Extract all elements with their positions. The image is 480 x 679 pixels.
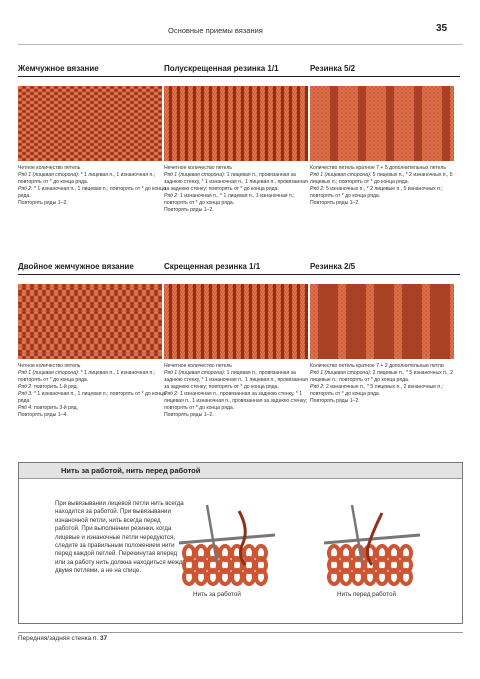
instruction-line: [310, 398, 460, 405]
stitch-title: Жемчужное вязание: [18, 64, 168, 77]
stitch-title: Двойное жемчужное вязание: [18, 262, 168, 275]
knit-swatch-image: [18, 284, 162, 359]
row-text: 5 изнаночных п., * 2 лицевые п., 5 изнаночных п.; повторять от * до конца ряда.: [310, 186, 443, 199]
instruction-line: [164, 165, 314, 172]
row-text: Нечетное количество петель: [164, 165, 232, 171]
row-text: Повторять ряды 1–2.: [18, 200, 68, 206]
row-text: Повторять ряды 1–2.: [310, 200, 360, 206]
tip-panel: [18, 462, 463, 624]
row-label: Ряд 1 (лицевая сторона):: [164, 370, 226, 376]
row-text: 1 лицевая п., провязанная за заднюю стенку, * 1 изнаночная п., 1 лицевая п., провязанная за заднюю стенку; повторять от * до конца ряда.: [164, 172, 308, 192]
instruction-line: [164, 193, 314, 207]
footer-text: Передняя/задняя стенка п.: [18, 635, 99, 642]
page-number: 35: [436, 23, 448, 34]
row-label: Ряд 2:: [18, 186, 33, 192]
footer-page-ref: 37: [99, 635, 108, 642]
instruction-line: [310, 165, 460, 172]
stitch-title: Скрещенная резинка 1/1: [164, 262, 314, 275]
yarn-back-illustration: [177, 503, 277, 593]
row-label: Ряд 4:: [18, 405, 33, 411]
instruction-line: [18, 200, 168, 207]
stitch-card: [310, 64, 460, 207]
stitch-instructions: [18, 165, 168, 207]
instruction-line: [164, 412, 314, 419]
footer: [18, 632, 463, 642]
row-text: Повторять ряды 1–4.: [18, 412, 68, 418]
instruction-line: [18, 172, 168, 186]
instruction-line: [310, 186, 460, 200]
instruction-line: [18, 370, 168, 384]
row-text: * 1 изнаночная п., 1 лицевая п.; повторять от * до конца ряда.: [18, 391, 166, 404]
knit-swatch-image: [18, 86, 162, 161]
row-text: * 1 изнаночная п., 1 лицевая п.; повторять от * до конца ряда.: [18, 186, 166, 199]
row-label: Ряд 3:: [18, 391, 33, 397]
row-label: Ряд 1 (лицевая сторона):: [18, 370, 80, 376]
row-text: Повторять ряды 1–2.: [164, 412, 214, 418]
stitch-instructions: [310, 363, 460, 405]
stitch-instructions: [164, 363, 314, 419]
stitch-instructions: [310, 165, 460, 207]
row-text: повторить 3-й ряд.: [33, 405, 79, 411]
yarn-front-illustration: [322, 503, 422, 593]
instruction-line: [164, 391, 314, 412]
instruction-line: [164, 370, 314, 391]
instruction-line: [310, 384, 460, 398]
instruction-line: [164, 363, 314, 370]
row-text: 2 изнаночные п., * 5 лицевых п., 2 изнаночные п.; повторять от * до конца ряда.: [310, 384, 444, 397]
row-label: Ряд 1 (лицевая сторона):: [164, 172, 226, 178]
stitch-instructions: [164, 165, 314, 214]
stitch-title: Резинка 5/2: [310, 64, 460, 77]
stitch-card: [18, 64, 168, 207]
row-text: Повторять ряды 1–2.: [310, 398, 360, 404]
header-rule: [18, 44, 463, 45]
stitch-card: [164, 262, 314, 419]
row-text: Количество петель кратное 7 + 5 дополнительных петель: [310, 165, 446, 171]
instruction-line: [310, 172, 460, 186]
row-text: * 1 лицевая п., 1 изнаночная п.; повторять от * до конца ряда.: [18, 370, 156, 383]
row-text: 1 изнаночная п., * 1 лицевая п., 1 изнаночная п.; повторять от * до конца ряда.: [164, 193, 295, 206]
stitch-card: [310, 262, 460, 405]
instruction-line: [18, 405, 168, 412]
instruction-line: [18, 391, 168, 405]
row-text: Нечетное количество петель: [164, 363, 232, 369]
instruction-line: [310, 363, 460, 370]
knit-swatch-image: [164, 86, 308, 161]
row-label: Ряд 1 (лицевая сторона):: [18, 172, 80, 178]
yarn-back-caption: Нить за работой: [193, 591, 241, 598]
row-text: Количество петель кратное 7 + 2 дополнительные петли: [310, 363, 444, 369]
page-header: [0, 0, 480, 50]
stitch-card: [18, 262, 168, 419]
instruction-line: [310, 200, 460, 207]
stitch-title: Полускрещенная резинка 1/1: [164, 64, 314, 77]
row-text: 2 лицевые п., * 5 изнаночных п., 2 лицевые п.; повторять от * до конца ряда.: [310, 370, 453, 383]
stitch-instructions: [18, 363, 168, 419]
row-label: Ряд 1 (лицевая сторона):: [310, 172, 372, 178]
row-text: Четное количество петель: [18, 363, 81, 369]
instruction-line: [18, 363, 168, 370]
row-label: Ряд 1 (лицевая сторона):: [310, 370, 372, 376]
instruction-line: [164, 207, 314, 214]
instruction-line: [18, 412, 168, 419]
tip-text: При вывязывании лицевой петли нить всегда находится за работой. При вывязывании изнаночной петли, нить всегда перед работой. При выполнении резинки, когда лицевые и изнаночные петли чередуются, следите за правильным положением нити перед каждой петлей. Перекинутая вперед или за работу нить должна находиться между двумя петлями, а не на спице.: [55, 500, 186, 575]
row-label: Ряд 2:: [164, 391, 179, 397]
stitch-card: [164, 64, 314, 214]
row-text: 5 лицевых п., * 2 изнаночных п., 5 лицевых п.; повторять от * до конца ряда.: [310, 172, 453, 185]
row-label: Ряд 2:: [164, 193, 179, 199]
tip-title: Нить за работой, нить перед работой: [61, 466, 201, 475]
instruction-line: [164, 172, 314, 193]
row-label: Ряд 2:: [310, 384, 325, 390]
instruction-line: [18, 384, 168, 391]
row-text: повторить 1-й ряд.: [33, 384, 79, 390]
stitch-title: Резинка 2/5: [310, 262, 460, 275]
row-label: Ряд 2:: [310, 186, 325, 192]
row-text: * 1 лицевая п., 1 изнаночная п.; повторять от * до конца ряда.: [18, 172, 156, 185]
instruction-line: [310, 370, 460, 384]
row-text: 1 лицевая п., провязанная за заднюю стенку, * 1 изнаночная п., 1 лицевая п., провязанная за заднюю стенку; повторять от * до конца ряда.: [164, 370, 308, 390]
row-text: Повторять ряды 1–2.: [164, 207, 214, 213]
running-title: Основные приемы вязания: [168, 26, 263, 35]
row-text: Четное количество петель: [18, 165, 81, 171]
knit-swatch-image: [164, 284, 308, 359]
instruction-line: [18, 186, 168, 200]
row-label: Ряд 2:: [18, 384, 33, 390]
instruction-line: [18, 165, 168, 172]
row-text: 1 изнаночная п., провязанная за заднюю стенку, * 1 лицевая п., 1 изнаночная п., провязанная за заднюю стенку; повторять от * до конца ряда.: [164, 391, 308, 411]
tip-header: [19, 463, 462, 479]
knit-swatch-image: [310, 86, 454, 161]
knit-swatch-image: [310, 284, 454, 359]
yarn-front-caption: Нить перед работой: [337, 591, 396, 598]
